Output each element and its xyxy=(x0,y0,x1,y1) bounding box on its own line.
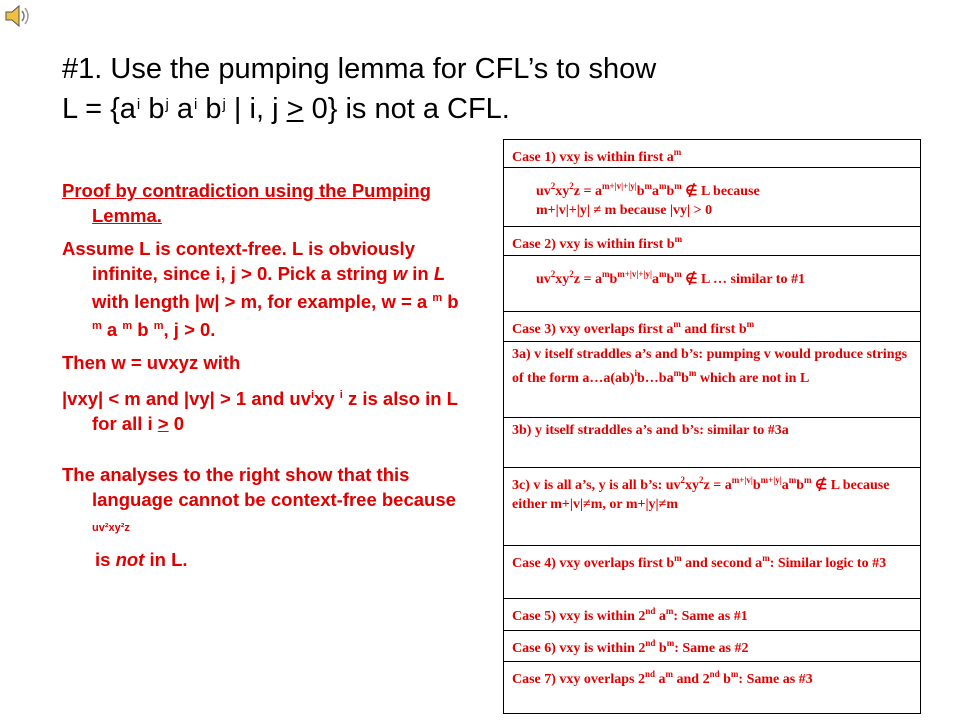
title-line-2: $L = \{a^i$ $b^j$ $a^i$ $b^j$ | i, j > 0} is not a CFL. xyxy=(62,93,510,125)
proof-decomposition: Then w = uvxyz with xyxy=(62,352,241,373)
proof-conclusion-end: is not in L. xyxy=(95,549,188,570)
proof-assumption: Assume L is context-free. L is obviously infinite, since i, j > 0. Pick a string w in L with length |w| > m, for example, w = a $^m$ b $^m$ a $^m$ b $^m$, j > 0. xyxy=(62,238,459,340)
proof-text xyxy=(62,178,472,580)
proof-conclusion: The analyses to the right show that this language cannot be context-free because uv²xy²z xyxy=(62,464,456,534)
proof-heading: Proof by contradiction using the Pumping Lemma. xyxy=(62,180,431,226)
case-3b: 3b) y itself straddles a’s and b’s: similar to #3a xyxy=(504,418,920,468)
case-1-detail: $uv^2xy^2z = a^{m+|v|+|y|}b^ma^mb^m$ ∉ L because m+|v|+|y| ≠ m because |vy| > 0 xyxy=(504,168,920,227)
slide-title xyxy=(62,52,862,127)
title-line-1: #1. Use the pumping lemma for CFL’s to show xyxy=(62,53,657,85)
case-3-header: Case 3) vxy overlaps first $a^m$ and first $b^m$ xyxy=(504,312,920,342)
case-7: Case 7) vxy overlaps 2nd $a^m$ and 2nd $b^m$: Same as #3 xyxy=(504,662,920,714)
case-2-header: Case 2) vxy is within first $b^m$ xyxy=(504,227,920,256)
case-1-header: Case 1) vxy is within first $a^m$ xyxy=(504,139,920,168)
case-5: Case 5) vxy is within 2nd $a^m$: Same as #1 xyxy=(504,599,920,631)
speaker-icon[interactable] xyxy=(4,2,34,30)
case-3c: 3c) v is all a’s, y is all b’s: $uv^2xy^2z = a^{m+|v|}b^{m+|y|}a^mb^m$ ∉ L because either m+|v|≠m, or m+|y|≠m xyxy=(504,468,920,546)
proof-conditions: |vxy| < m and |vy| > 1 and $uv^ixy$ $^i$ z is also in L for all i > 0 xyxy=(62,388,458,434)
case-2-detail: $uv^2xy^2z = a^mb^{m+|v|+|y|}a^mb^m$ ∉ L … similar to #1 xyxy=(504,256,920,312)
case-6: Case 6) vxy is within 2nd $b^m$: Same as #2 xyxy=(504,631,920,662)
case-3a: 3a) v itself straddles a’s and b’s: pumping v would produce strings of the form $a\dots a(ab)^ib\dots ba^mb^m$ which are not in L xyxy=(504,342,920,418)
case-4: Case 4) vxy overlaps first $b^m$ and second $a^m$: Similar logic to #3 xyxy=(504,546,920,599)
cases-table xyxy=(503,139,921,714)
